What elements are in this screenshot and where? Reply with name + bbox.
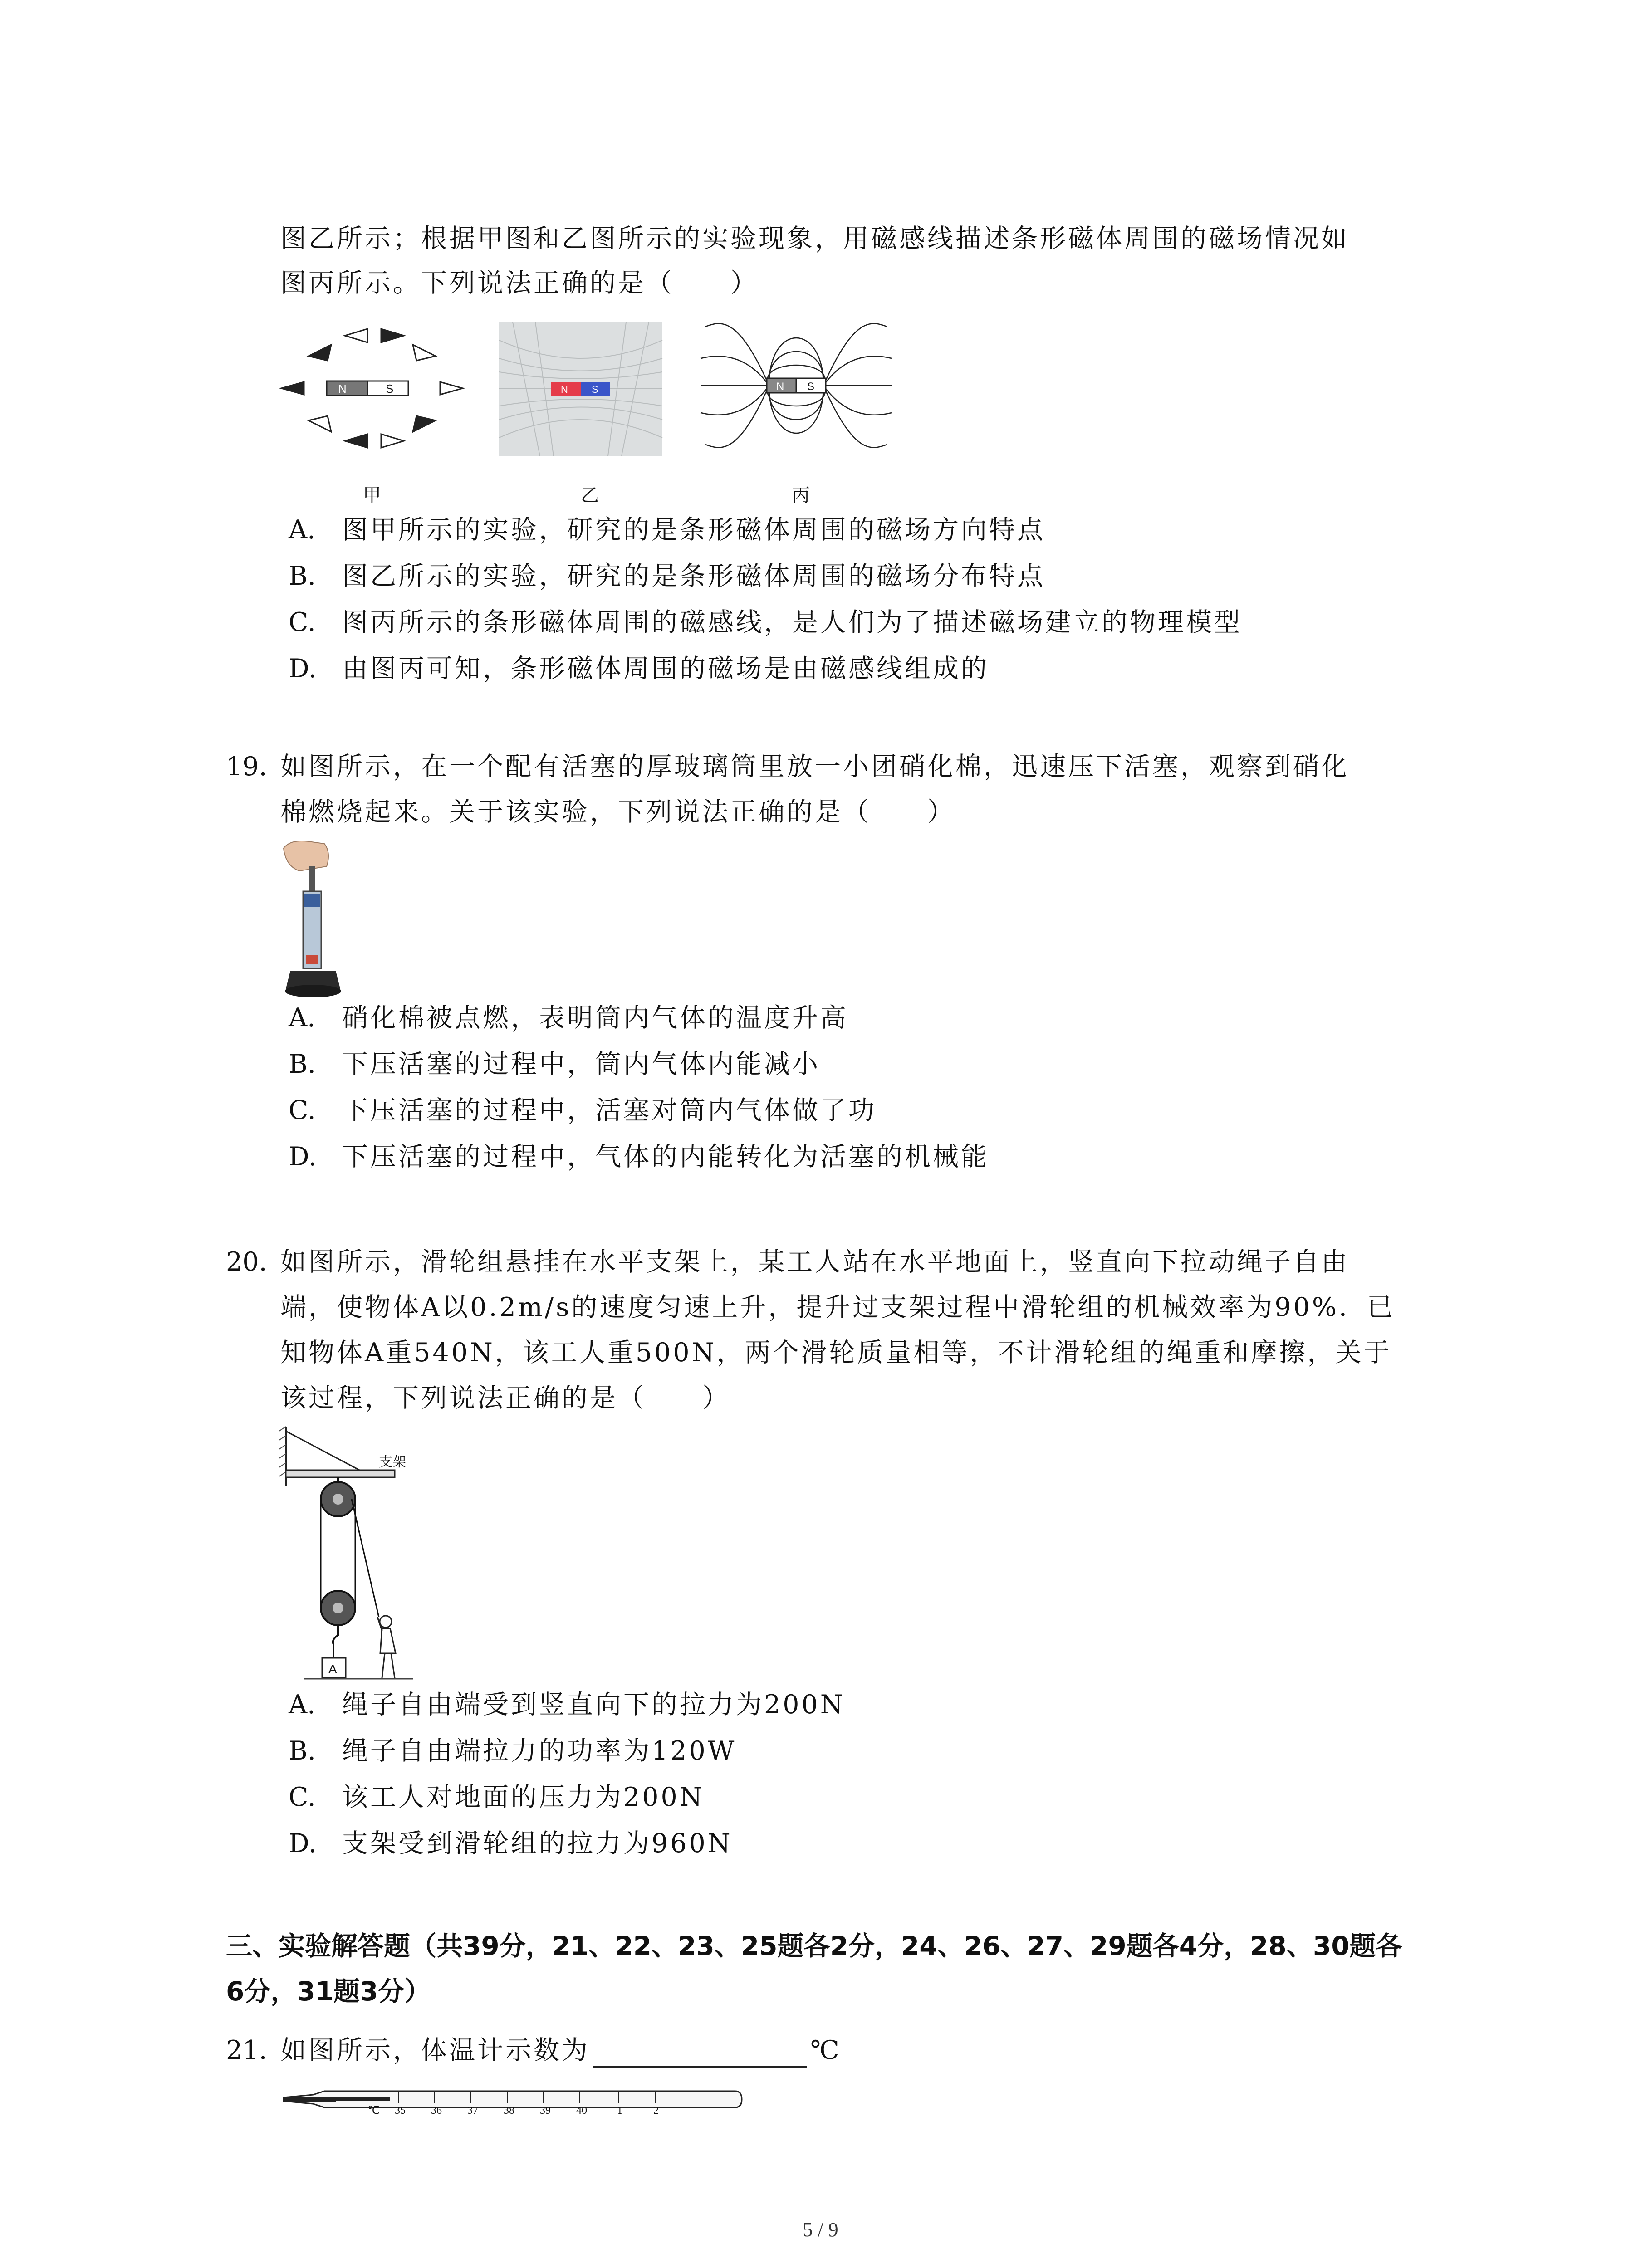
q18-option-b: B. 图乙所示的实验，研究的是条形磁体周围的磁场分布特点 [289,561,1045,591]
q19-line1: 19. 如图所示，在一个配有活塞的厚玻璃筒里放一小团硝化棉，迅速压下活塞，观察到硝化 [226,752,1349,782]
figure-piston-cylinder [281,839,349,1000]
q18-intro-line1: 图乙所示；根据甲图和乙图所示的实验现象，用磁感线描述条形磁体周围的磁场情况如 [280,224,1349,254]
svg-text:℃: ℃ [367,2105,380,2116]
svg-text:N: N [776,381,784,393]
q19-option-b: B. 下压活塞的过程中，筒内气体内能减小 [289,1049,820,1079]
q21-line: 21. 如图所示，体温计示数为 ℃ [226,2033,842,2068]
magnet-north-half [327,381,367,396]
q20-line2: 端，使物体A以0.2m/s的速度匀速上升，提升过支架过程中滑轮组的机械效率为90%．已 [280,1292,1396,1322]
q18-option-a: A. 图甲所示的实验，研究的是条形磁体周围的磁场方向特点 [289,515,1045,545]
q18-option-d: D. 由图丙可知，条形磁体周围的磁场是由磁感线组成的 [289,654,989,684]
q20-line1: 20. 如图所示，滑轮组悬挂在水平支架上，某工人站在水平地面上，竖直向下拉动绳子自由 [226,1247,1349,1277]
figure-bing-field-lines [701,313,892,458]
figure-yi-iron-filings [499,322,662,456]
q20-line4: 该过程，下列说法正确的是（ ） [280,1383,730,1413]
svg-text:35: 35 [395,2105,406,2116]
q20-option-c: C. 该工人对地面的压力为200N [289,1782,705,1812]
q18-intro-line2: 图丙所示。下列说法正确的是（ ） [280,268,759,298]
q20-line3: 知物体A重540N，该工人重500N，两个滑轮质量相等，不计滑轮组的绳重和摩擦，关于 [280,1338,1392,1368]
q21-answer-blank[interactable] [593,2039,807,2068]
worker-figure [377,1616,396,1678]
svg-text:40: 40 [576,2105,587,2116]
svg-text:N: N [561,384,568,395]
section-heading-line2: 6分，31题3分） [226,1976,431,2007]
object-a-label: A [328,1662,337,1676]
page-number: 5 / 9 [803,2219,838,2241]
q19-option-d: D. 下压活塞的过程中，气体的内能转化为活塞的机械能 [289,1142,989,1172]
svg-text:37: 37 [467,2105,478,2116]
svg-text:S: S [592,384,598,395]
svg-text:2: 2 [653,2105,659,2116]
caption-jia: 甲 [363,485,381,506]
q19-option-a: A. 硝化棉被点燃，表明筒内气体的温度升高 [289,1003,848,1033]
figure-pulley-system [277,1427,467,1681]
q19-option-c: C. 下压活塞的过程中，活塞对筒内气体做了功 [289,1095,877,1125]
caption-bing: 丙 [792,485,810,506]
svg-text:1: 1 [617,2105,622,2116]
figure-jia-compasses [277,313,467,449]
q18-option-c: C. 图丙所示的条形磁体周围的磁感线，是人们为了描述磁场建立的物理模型 [289,607,1242,637]
magnet-n-label: N [338,382,347,396]
section-heading-line1: 三、实验解答题（共39分，21、22、23、25题各2分，24、26、27、29题各4分，28、30题各 [226,1931,1402,1961]
magnet-s-label: S [386,382,394,396]
q20-option-a: A. 绳子自由端受到竖直向下的拉力为200N [289,1690,845,1720]
q20-option-b: B. 绳子自由端拉力的功率为120W [289,1736,737,1766]
svg-text:S: S [807,381,815,393]
thermometer-figure [281,2082,744,2118]
q19-line2: 棉燃烧起来。关于该实验，下列说法正确的是（ ） [280,797,955,827]
caption-yi: 乙 [581,485,599,506]
svg-text:36: 36 [431,2105,442,2116]
svg-text:39: 39 [540,2105,551,2116]
svg-text:38: 38 [504,2105,514,2116]
bracket-label: 支架 [379,1454,406,1470]
q20-option-d: D. 支架受到滑轮组的拉力为960N [289,1828,733,1858]
